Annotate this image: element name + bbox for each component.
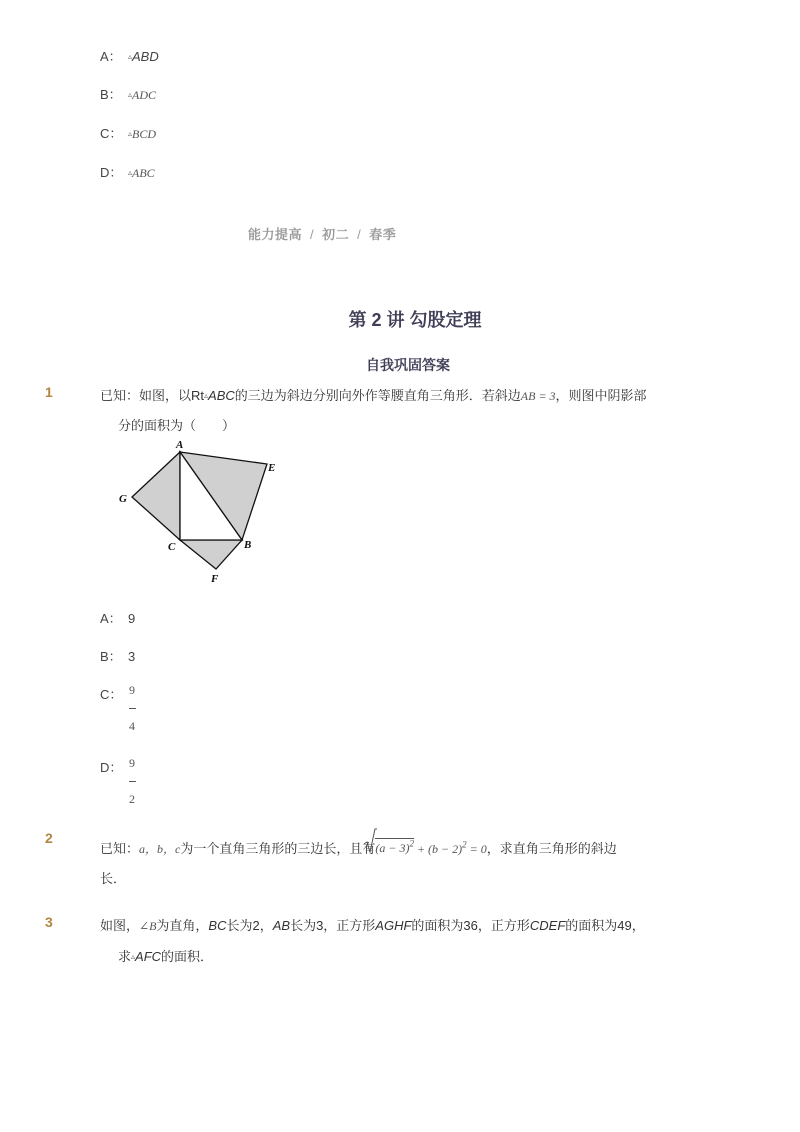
option-label: D： <box>100 165 123 180</box>
question-number-1: 1 <box>45 384 53 400</box>
question-1-text-line1 <box>100 385 647 404</box>
q3-text-3: 长为2， <box>226 918 273 933</box>
q3-line2-a: 求 <box>118 949 132 964</box>
prev-option-c[interactable] <box>100 123 156 142</box>
q3-segment-bc: BC <box>208 918 227 933</box>
fraction-numerator: 9 <box>129 756 135 770</box>
q3-text-1: 如图， <box>100 918 140 933</box>
q2-exponent-2: 2 <box>462 839 467 850</box>
q3-segment-ab: AB <box>272 918 291 933</box>
label-g: G <box>119 493 127 505</box>
label-f: F <box>211 573 219 585</box>
option-label: C： <box>100 687 123 702</box>
q2-text-c: ，求直角三角形的斜边 <box>486 841 617 856</box>
q3-text-5: 的面积为36，正方形 <box>411 918 530 933</box>
breadcrumb-grade: 初二 <box>322 227 350 242</box>
q2-equals-zero: = 0 <box>466 842 487 856</box>
q3-text-6: 的面积为49， <box>565 918 645 933</box>
option-value: ABD <box>132 49 159 64</box>
fraction-denominator: 2 <box>129 792 135 806</box>
label-c: C <box>168 541 176 553</box>
breadcrumb-term: 春季 <box>369 227 397 242</box>
fraction-bar <box>129 708 136 709</box>
triangle-icon: ▵ <box>204 391 209 400</box>
q2-term-a: (a − 3) <box>375 841 410 855</box>
triangle-icon: ▵ <box>128 129 133 138</box>
q2-exponent-1: 2 <box>409 838 414 849</box>
breadcrumb-separator: / <box>310 227 315 242</box>
breadcrumb-separator: / <box>357 227 362 242</box>
section-title: 自我巩固答案 <box>366 357 450 373</box>
breadcrumb <box>248 224 396 243</box>
q2-text-b: 为一个直角三角形的三边长，且有 <box>180 841 376 856</box>
q1-text-b: 的三边为斜边分别向外作等腰直角三角形．若斜边 <box>234 388 521 403</box>
q1-text-c: ，则图中阴影部 <box>555 388 647 403</box>
q2-text-a: 已知： <box>100 841 140 856</box>
shaded-triangle-bcf <box>180 540 242 569</box>
q3-line2-b: 的面积． <box>161 949 214 964</box>
option-label: B： <box>100 649 122 664</box>
option-value: ABC <box>132 166 155 180</box>
option-value: 9 <box>128 611 136 626</box>
question-3-text-line2 <box>118 946 213 965</box>
q1-figure <box>110 438 290 588</box>
q3-triangle-name: AFC <box>135 949 162 964</box>
option-label: D： <box>100 760 123 775</box>
q3-angle: ∠B <box>139 919 157 933</box>
option-label: A： <box>100 49 122 64</box>
shaded-triangle-acg <box>132 452 180 540</box>
q1-option-c[interactable] <box>100 684 128 703</box>
breadcrumb-level: 能力提高 <box>248 227 303 242</box>
q1-triangle-name: ABC <box>208 388 235 403</box>
lecture-title: 第 2 讲 勾股定理 <box>348 310 482 330</box>
fraction-numerator: 9 <box>129 683 135 697</box>
q2-variables: a，b，c <box>139 842 181 856</box>
q1-equation: AB = 3 <box>520 389 556 403</box>
q2-sqrt-expression <box>375 840 414 857</box>
prev-option-b[interactable] <box>100 84 156 103</box>
label-e: E <box>268 462 276 474</box>
q2-term-b: + (b − 2) <box>413 842 463 856</box>
question-2-text-line2: 长． <box>100 871 127 886</box>
triangle-icon: ▵ <box>128 52 133 61</box>
option-value: ADC <box>132 88 157 102</box>
option-value: 3 <box>128 649 136 664</box>
triangle-icon: ▵ <box>128 90 133 99</box>
q1-option-b[interactable] <box>100 646 135 665</box>
question-1-text-line2: 分的面积为（ ） <box>118 418 236 433</box>
fraction-bar <box>129 781 136 782</box>
option-label: B： <box>100 87 122 102</box>
q3-square-1: AGHF <box>375 918 412 933</box>
q1-text-a: 已知：如图，以Rt <box>100 388 205 403</box>
fraction-denominator: 4 <box>129 719 135 733</box>
option-label: A： <box>100 611 122 626</box>
question-number-2: 2 <box>45 830 53 846</box>
q1-option-a[interactable] <box>100 608 135 627</box>
question-2-text-line1 <box>100 838 617 857</box>
q1-option-c-fraction <box>126 683 138 734</box>
option-value: BCD <box>132 127 157 141</box>
q1-option-d[interactable] <box>100 757 128 776</box>
label-a: A <box>176 439 184 451</box>
prev-option-d[interactable] <box>100 162 155 181</box>
q3-text-2: 为直角， <box>156 918 209 933</box>
triangle-icon: ▵ <box>128 168 133 177</box>
q3-square-2: CDEF <box>529 918 566 933</box>
sqrt-radicand <box>375 838 414 855</box>
question-number-3: 3 <box>45 914 53 930</box>
label-b: B <box>244 539 252 551</box>
question-3-text-line1 <box>100 915 645 934</box>
q3-text-4: 长为3，正方形 <box>290 918 376 933</box>
option-label: C： <box>100 126 123 141</box>
prev-option-a[interactable] <box>100 46 159 65</box>
q1-option-d-fraction <box>126 756 138 807</box>
triangle-icon: ▵ <box>131 952 136 961</box>
